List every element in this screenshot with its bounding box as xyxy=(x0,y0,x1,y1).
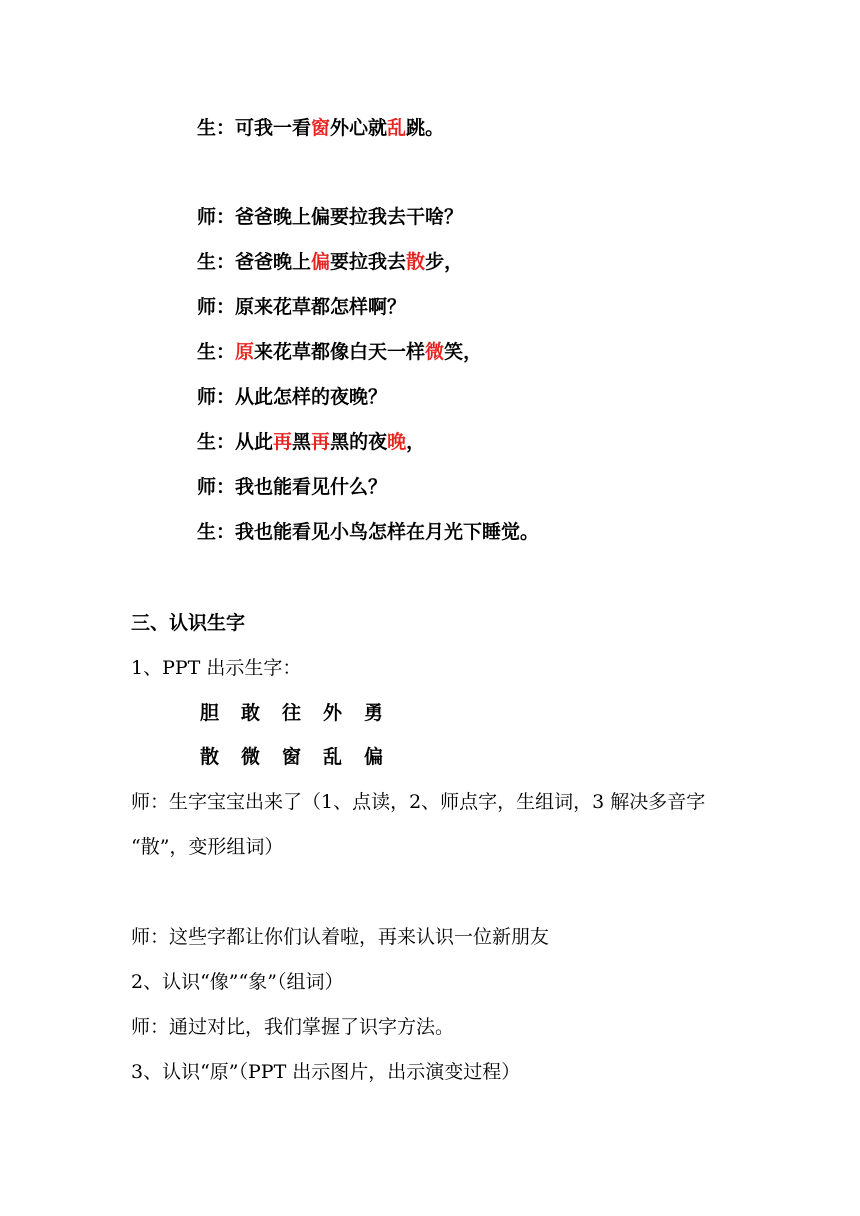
new-character: 敢 xyxy=(241,702,261,724)
highlighted-character: 窗 xyxy=(311,117,331,139)
dialogue-text: 跳。 xyxy=(406,117,445,139)
dialogue-line-2 xyxy=(197,205,463,229)
dialogue-text: 步， xyxy=(425,251,464,273)
highlighted-character: 散 xyxy=(406,251,426,273)
dialogue-text: 生：我也能看见小鸟怎样在月光下睡觉。 xyxy=(197,521,540,543)
dialogue-line-1 xyxy=(197,116,444,140)
dialogue-text: 黑的夜 xyxy=(330,431,388,453)
new-character: 勇 xyxy=(364,702,384,724)
dialogue-line-7 xyxy=(197,430,425,454)
step-1: 1、PPT 出示生字： xyxy=(131,657,302,679)
highlighted-character: 再 xyxy=(273,431,293,453)
dialogue-line-4 xyxy=(197,295,406,319)
dialogue-text: 生：爸爸晚上 xyxy=(197,251,312,273)
dialogue-line-6 xyxy=(197,385,387,409)
new-characters-row-2 xyxy=(200,745,405,769)
new-character: 窗 xyxy=(282,746,302,768)
new-character: 往 xyxy=(282,702,302,724)
paragraph-2: 师：这些字都让你们认着啦，再来认识一位新朋友 xyxy=(131,926,550,948)
dialogue-text: 生：可我一看 xyxy=(197,117,312,139)
dialogue-line-5 xyxy=(197,340,482,364)
highlighted-character: 微 xyxy=(425,341,445,363)
dialogue-text: 外心就 xyxy=(330,117,388,139)
dialogue-line-8 xyxy=(197,475,387,499)
new-character: 偏 xyxy=(364,746,384,768)
new-character: 胆 xyxy=(200,702,220,724)
dialogue-text: 生： xyxy=(197,341,236,363)
dialogue-text: 要拉我去 xyxy=(330,251,407,273)
dialogue-text: 师：从此怎样的夜晚？ xyxy=(197,386,388,408)
dialogue-line-3 xyxy=(197,250,463,274)
paragraph-1-line-1: 师：生字宝宝出来了（1、点读，2、师点字，生组词，3 解决多音字 xyxy=(131,791,706,813)
dialogue-text: 笑， xyxy=(444,341,483,363)
dialogue-text: 黑 xyxy=(292,431,312,453)
paragraph-1-line-2: “散”，变形组词） xyxy=(131,836,284,858)
new-character: 散 xyxy=(200,746,220,768)
highlighted-character: 原 xyxy=(235,341,255,363)
new-character: 微 xyxy=(241,746,261,768)
dialogue-text: 师：我也能看见什么？ xyxy=(197,476,388,498)
highlighted-character: 再 xyxy=(311,431,331,453)
new-character: 乱 xyxy=(323,746,343,768)
dialogue-text: ， xyxy=(406,431,426,453)
step-3: 3、认识“原”（PPT 出示图片，出示演变过程） xyxy=(131,1061,521,1083)
new-character: 外 xyxy=(323,702,343,724)
dialogue-text: 生：从此 xyxy=(197,431,274,453)
highlighted-character: 偏 xyxy=(311,251,331,273)
dialogue-text: 来花草都像白天一样 xyxy=(254,341,426,363)
new-characters-row-1 xyxy=(200,701,405,725)
step-2: 2、认识“像”“象”（组词） xyxy=(131,971,344,993)
dialogue-text: 师：原来花草都怎样啊？ xyxy=(197,296,407,318)
paragraph-3: 师：通过对比，我们掌握了识字方法。 xyxy=(131,1016,455,1038)
highlighted-character: 晚 xyxy=(387,431,407,453)
dialogue-text: 师：爸爸晚上偏要拉我去干啥？ xyxy=(197,206,464,228)
highlighted-character: 乱 xyxy=(387,117,407,139)
section-heading: 三、认识生字 xyxy=(131,612,246,634)
dialogue-line-9 xyxy=(197,520,539,544)
